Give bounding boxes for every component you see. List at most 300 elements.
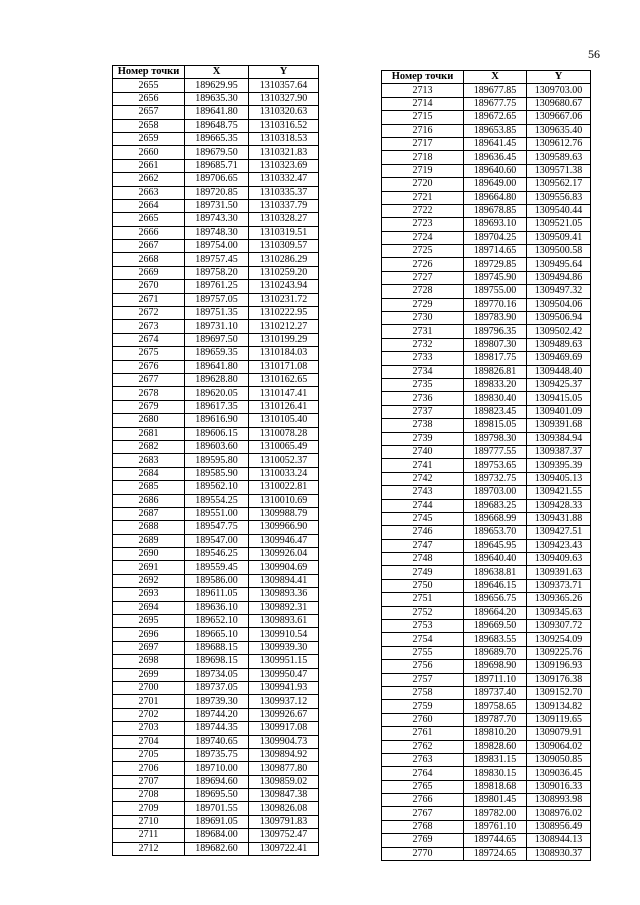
cell-x: 189665.35 <box>185 132 249 145</box>
cell-y: 1309892.31 <box>249 601 319 614</box>
cell-y: 1310328.27 <box>249 213 319 226</box>
table-row <box>113 815 319 828</box>
cell-y: 1309946.47 <box>249 534 319 547</box>
cell-point-number: 2678 <box>113 387 185 400</box>
cell-y: 1309469.69 <box>527 352 591 365</box>
cell-y: 1309036.45 <box>527 767 591 780</box>
cell-point-number: 2733 <box>382 352 464 365</box>
cell-point-number: 2757 <box>382 673 464 686</box>
table-row <box>113 333 319 346</box>
cell-y: 1309196.93 <box>527 660 591 673</box>
cell-y: 1308944.13 <box>527 834 591 847</box>
cell-y: 1309752.47 <box>249 829 319 842</box>
cell-y: 1309893.36 <box>249 588 319 601</box>
cell-y: 1310065.49 <box>249 440 319 453</box>
table-row <box>113 708 319 721</box>
cell-y: 1309495.64 <box>527 258 591 271</box>
cell-y: 1310309.57 <box>249 240 319 253</box>
cell-x: 189744.20 <box>185 708 249 721</box>
cell-y: 1309504.06 <box>527 298 591 311</box>
cell-y: 1309391.68 <box>527 419 591 432</box>
table-row <box>382 579 591 592</box>
cell-point-number: 2765 <box>382 780 464 793</box>
column-header-point-number: Номер точки <box>113 66 185 79</box>
table-row <box>382 285 591 298</box>
cell-point-number: 2681 <box>113 427 185 440</box>
cell-x: 189830.40 <box>464 392 527 405</box>
cell-y: 1309409.63 <box>527 553 591 566</box>
cell-point-number: 2731 <box>382 325 464 338</box>
cell-x: 189689.70 <box>464 646 527 659</box>
cell-y: 1309134.82 <box>527 700 591 713</box>
table-row <box>113 588 319 601</box>
cell-x: 189688.15 <box>185 641 249 654</box>
cell-point-number: 2768 <box>382 820 464 833</box>
coordinates-table-right <box>381 70 591 861</box>
cell-point-number: 2739 <box>382 432 464 445</box>
cell-y: 1309506.94 <box>527 312 591 325</box>
table-row <box>382 432 591 445</box>
cell-y: 1309016.33 <box>527 780 591 793</box>
cell-x: 189697.50 <box>185 333 249 346</box>
table-row <box>113 213 319 226</box>
cell-point-number: 2754 <box>382 633 464 646</box>
cell-y: 1309893.61 <box>249 615 319 628</box>
table-row <box>382 231 591 244</box>
cell-x: 189683.25 <box>464 499 527 512</box>
table-row <box>113 829 319 842</box>
table-row <box>113 240 319 253</box>
cell-y: 1310022.81 <box>249 481 319 494</box>
cell-x: 189782.00 <box>464 807 527 820</box>
table-header-row <box>382 71 591 84</box>
cell-point-number: 2740 <box>382 445 464 458</box>
cell-y: 1310318.53 <box>249 132 319 145</box>
cell-x: 189734.05 <box>185 668 249 681</box>
cell-point-number: 2666 <box>113 226 185 239</box>
cell-y: 1309431.88 <box>527 512 591 525</box>
cell-point-number: 2735 <box>382 378 464 391</box>
cell-x: 189823.45 <box>464 405 527 418</box>
cell-point-number: 2747 <box>382 539 464 552</box>
cell-y: 1309345.63 <box>527 606 591 619</box>
cell-x: 189547.00 <box>185 534 249 547</box>
cell-x: 189695.50 <box>185 789 249 802</box>
table-row <box>382 325 591 338</box>
cell-y: 1309826.08 <box>249 802 319 815</box>
cell-y: 1310199.29 <box>249 333 319 346</box>
table-row <box>113 373 319 386</box>
cell-y: 1310162.65 <box>249 373 319 386</box>
table-row <box>113 440 319 453</box>
table-row <box>382 151 591 164</box>
cell-x: 189595.80 <box>185 454 249 467</box>
column-header-point-number: Номер точки <box>382 71 464 84</box>
cell-x: 189748.30 <box>185 226 249 239</box>
cell-y: 1309562.17 <box>527 178 591 191</box>
cell-point-number: 2737 <box>382 405 464 418</box>
cell-point-number: 2691 <box>113 561 185 574</box>
cell-x: 189646.15 <box>464 579 527 592</box>
cell-y: 1309425.37 <box>527 378 591 391</box>
cell-x: 189770.16 <box>464 298 527 311</box>
cell-x: 189640.60 <box>464 164 527 177</box>
cell-y: 1309405.13 <box>527 472 591 485</box>
cell-y: 1309225.76 <box>527 646 591 659</box>
cell-x: 189683.55 <box>464 633 527 646</box>
cell-y: 1309894.41 <box>249 574 319 587</box>
table-row <box>382 365 591 378</box>
cell-x: 189551.00 <box>185 507 249 520</box>
cell-y: 1308976.02 <box>527 807 591 820</box>
table-row <box>113 494 319 507</box>
cell-point-number: 2759 <box>382 700 464 713</box>
cell-y: 1309917.08 <box>249 722 319 735</box>
cell-x: 189720.85 <box>185 186 249 199</box>
table-row <box>113 347 319 360</box>
cell-point-number: 2704 <box>113 735 185 748</box>
table-row <box>382 620 591 633</box>
cell-y: 1309791.83 <box>249 815 319 828</box>
cell-point-number: 2660 <box>113 146 185 159</box>
table-row <box>113 789 319 802</box>
cell-x: 189653.70 <box>464 526 527 539</box>
cell-point-number: 2662 <box>113 173 185 186</box>
cell-y: 1309395.39 <box>527 459 591 472</box>
cell-x: 189787.70 <box>464 713 527 726</box>
table-row <box>382 245 591 258</box>
cell-x: 189585.90 <box>185 467 249 480</box>
cell-y: 1309509.41 <box>527 231 591 244</box>
table-row <box>382 124 591 137</box>
cell-y: 1310319.51 <box>249 226 319 239</box>
cell-point-number: 2738 <box>382 419 464 432</box>
cell-point-number: 2744 <box>382 499 464 512</box>
cell-x: 189664.20 <box>464 606 527 619</box>
cell-x: 189636.45 <box>464 151 527 164</box>
table-header-row <box>113 66 319 79</box>
cell-x: 189679.50 <box>185 146 249 159</box>
cell-y: 1309387.37 <box>527 445 591 458</box>
cell-point-number: 2762 <box>382 740 464 753</box>
cell-y: 1309703.00 <box>527 84 591 97</box>
cell-point-number: 2670 <box>113 280 185 293</box>
cell-x: 189745.90 <box>464 271 527 284</box>
table-row <box>113 132 319 145</box>
cell-point-number: 2675 <box>113 347 185 360</box>
cell-point-number: 2694 <box>113 601 185 614</box>
cell-y: 1309119.65 <box>527 713 591 726</box>
cell-y: 1310231.72 <box>249 293 319 306</box>
cell-y: 1309847.38 <box>249 789 319 802</box>
cell-x: 189731.10 <box>185 320 249 333</box>
cell-point-number: 2760 <box>382 713 464 726</box>
cell-y: 1309079.91 <box>527 727 591 740</box>
cell-point-number: 2719 <box>382 164 464 177</box>
table-row <box>382 271 591 284</box>
cell-y: 1309152.70 <box>527 686 591 699</box>
table-row <box>113 762 319 775</box>
cell-y: 1310010.69 <box>249 494 319 507</box>
table-row <box>113 79 319 92</box>
table-row <box>113 253 319 266</box>
cell-x: 189753.65 <box>464 459 527 472</box>
table-row <box>113 454 319 467</box>
cell-x: 189685.71 <box>185 159 249 172</box>
cell-point-number: 2707 <box>113 775 185 788</box>
table-row <box>382 686 591 699</box>
table-row <box>382 445 591 458</box>
table-row <box>382 646 591 659</box>
cell-y: 1309428.33 <box>527 499 591 512</box>
cell-y: 1310171.08 <box>249 360 319 373</box>
cell-point-number: 2674 <box>113 333 185 346</box>
column-header-y: Y <box>249 66 319 79</box>
cell-x: 189761.10 <box>464 820 527 833</box>
cell-x: 189611.05 <box>185 588 249 601</box>
cell-y: 1309926.04 <box>249 548 319 561</box>
cell-x: 189677.85 <box>464 84 527 97</box>
table-row <box>382 673 591 686</box>
cell-x: 189739.30 <box>185 695 249 708</box>
table-row <box>382 834 591 847</box>
cell-point-number: 2748 <box>382 553 464 566</box>
cell-point-number: 2668 <box>113 253 185 266</box>
table-row <box>113 427 319 440</box>
cell-y: 1309941.93 <box>249 681 319 694</box>
cell-y: 1309423.43 <box>527 539 591 552</box>
table-row <box>382 753 591 766</box>
table-row <box>113 414 319 427</box>
cell-point-number: 2710 <box>113 815 185 828</box>
cell-x: 189751.35 <box>185 307 249 320</box>
table-row <box>113 186 319 199</box>
cell-point-number: 2734 <box>382 365 464 378</box>
table-row <box>382 566 591 579</box>
cell-y: 1310184.03 <box>249 347 319 360</box>
cell-x: 189629.95 <box>185 79 249 92</box>
cell-point-number: 2702 <box>113 708 185 721</box>
cell-x: 189724.65 <box>464 847 527 860</box>
cell-x: 189694.60 <box>185 775 249 788</box>
cell-point-number: 2661 <box>113 159 185 172</box>
table-row <box>382 84 591 97</box>
table-row <box>113 507 319 520</box>
table-row <box>382 633 591 646</box>
table-row <box>382 553 591 566</box>
cell-y: 1309448.40 <box>527 365 591 378</box>
cell-point-number: 2764 <box>382 767 464 780</box>
table-row <box>113 561 319 574</box>
table-row <box>113 119 319 132</box>
cell-y: 1309064.02 <box>527 740 591 753</box>
cell-x: 189606.15 <box>185 427 249 440</box>
cell-x: 189818.68 <box>464 780 527 793</box>
cell-point-number: 2686 <box>113 494 185 507</box>
table-row <box>113 146 319 159</box>
cell-y: 1310212.27 <box>249 320 319 333</box>
cell-point-number: 2756 <box>382 660 464 673</box>
cell-point-number: 2715 <box>382 111 464 124</box>
table-row <box>382 820 591 833</box>
cell-point-number: 2726 <box>382 258 464 271</box>
cell-point-number: 2664 <box>113 199 185 212</box>
table-row <box>113 615 319 628</box>
cell-x: 189649.00 <box>464 178 527 191</box>
cell-x: 189783.90 <box>464 312 527 325</box>
cell-y: 1309722.41 <box>249 842 319 855</box>
cell-x: 189761.25 <box>185 280 249 293</box>
cell-x: 189698.15 <box>185 655 249 668</box>
cell-point-number: 2685 <box>113 481 185 494</box>
table-row <box>113 722 319 735</box>
cell-x: 189755.00 <box>464 285 527 298</box>
cell-point-number: 2742 <box>382 472 464 485</box>
cell-point-number: 2752 <box>382 606 464 619</box>
cell-point-number: 2680 <box>113 414 185 427</box>
cell-x: 189831.15 <box>464 753 527 766</box>
table-row <box>382 164 591 177</box>
cell-x: 189758.65 <box>464 700 527 713</box>
cell-x: 189796.35 <box>464 325 527 338</box>
cell-y: 1310357.64 <box>249 79 319 92</box>
table-row <box>382 191 591 204</box>
cell-x: 189743.30 <box>185 213 249 226</box>
cell-point-number: 2755 <box>382 646 464 659</box>
table-row <box>113 266 319 279</box>
cell-y: 1309254.09 <box>527 633 591 646</box>
cell-point-number: 2741 <box>382 459 464 472</box>
cell-x: 189703.00 <box>464 486 527 499</box>
cell-y: 1309384.94 <box>527 432 591 445</box>
cell-y: 1308956.49 <box>527 820 591 833</box>
table-row <box>382 178 591 191</box>
cell-x: 189616.90 <box>185 414 249 427</box>
cell-x: 189659.35 <box>185 347 249 360</box>
cell-x: 189701.55 <box>185 802 249 815</box>
cell-x: 189693.10 <box>464 218 527 231</box>
cell-x: 189737.05 <box>185 681 249 694</box>
table-row <box>113 655 319 668</box>
cell-x: 189828.60 <box>464 740 527 753</box>
cell-y: 1309939.30 <box>249 641 319 654</box>
cell-y: 1309589.63 <box>527 151 591 164</box>
cell-x: 189678.85 <box>464 204 527 217</box>
cell-point-number: 2732 <box>382 338 464 351</box>
cell-x: 189826.81 <box>464 365 527 378</box>
cell-point-number: 2763 <box>382 753 464 766</box>
cell-x: 189669.50 <box>464 620 527 633</box>
table-row <box>113 199 319 212</box>
cell-point-number: 2720 <box>382 178 464 191</box>
cell-y: 1310321.83 <box>249 146 319 159</box>
table-row <box>382 499 591 512</box>
table-row <box>382 338 591 351</box>
cell-point-number: 2658 <box>113 119 185 132</box>
cell-point-number: 2724 <box>382 231 464 244</box>
cell-point-number: 2667 <box>113 240 185 253</box>
table-row <box>382 111 591 124</box>
cell-y: 1309401.09 <box>527 405 591 418</box>
cell-point-number: 2753 <box>382 620 464 633</box>
table-row <box>113 106 319 119</box>
cell-y: 1310147.41 <box>249 387 319 400</box>
cell-x: 189737.40 <box>464 686 527 699</box>
cell-point-number: 2711 <box>113 829 185 842</box>
cell-x: 189810.20 <box>464 727 527 740</box>
cell-y: 1309556.83 <box>527 191 591 204</box>
cell-x: 189586.00 <box>185 574 249 587</box>
cell-point-number: 2700 <box>113 681 185 694</box>
cell-point-number: 2659 <box>113 132 185 145</box>
cell-x: 189617.35 <box>185 400 249 413</box>
cell-y: 1310052.37 <box>249 454 319 467</box>
cell-y: 1310327.90 <box>249 92 319 105</box>
cell-y: 1309635.40 <box>527 124 591 137</box>
cell-x: 189640.40 <box>464 553 527 566</box>
cell-y: 1309307.72 <box>527 620 591 633</box>
cell-point-number: 2717 <box>382 137 464 150</box>
table-row <box>382 740 591 753</box>
cell-x: 189757.05 <box>185 293 249 306</box>
cell-point-number: 2716 <box>382 124 464 137</box>
cell-x: 189704.25 <box>464 231 527 244</box>
table-row <box>113 173 319 186</box>
cell-y: 1310286.29 <box>249 253 319 266</box>
table-row <box>113 307 319 320</box>
cell-point-number: 2684 <box>113 467 185 480</box>
cell-point-number: 2677 <box>113 373 185 386</box>
cell-y: 1309612.76 <box>527 137 591 150</box>
cell-point-number: 2729 <box>382 298 464 311</box>
cell-y: 1309365.26 <box>527 593 591 606</box>
cell-y: 1309500.58 <box>527 245 591 258</box>
cell-x: 189668.99 <box>464 512 527 525</box>
cell-y: 1309427.51 <box>527 526 591 539</box>
cell-y: 1309937.12 <box>249 695 319 708</box>
cell-y: 1308930.37 <box>527 847 591 860</box>
cell-y: 1309904.73 <box>249 735 319 748</box>
cell-y: 1309950.47 <box>249 668 319 681</box>
cell-point-number: 2766 <box>382 794 464 807</box>
cell-x: 189777.55 <box>464 445 527 458</box>
cell-point-number: 2679 <box>113 400 185 413</box>
cell-point-number: 2669 <box>113 266 185 279</box>
cell-y: 1309926.67 <box>249 708 319 721</box>
table-row <box>382 512 591 525</box>
cell-x: 189648.75 <box>185 119 249 132</box>
cell-y: 1309494.86 <box>527 271 591 284</box>
cell-y: 1309910.54 <box>249 628 319 641</box>
table-row <box>113 400 319 413</box>
cell-x: 189677.75 <box>464 97 527 110</box>
cell-point-number: 2749 <box>382 566 464 579</box>
cell-y: 1309540.44 <box>527 204 591 217</box>
cell-point-number: 2761 <box>382 727 464 740</box>
cell-y: 1309894.92 <box>249 748 319 761</box>
cell-x: 189635.30 <box>185 92 249 105</box>
cell-point-number: 2728 <box>382 285 464 298</box>
table-row <box>113 574 319 587</box>
table-row <box>113 159 319 172</box>
table-row <box>382 486 591 499</box>
cell-y: 1309415.05 <box>527 392 591 405</box>
cell-x: 189735.75 <box>185 748 249 761</box>
cell-y: 1309521.05 <box>527 218 591 231</box>
cell-y: 1310105.40 <box>249 414 319 427</box>
table-row <box>113 802 319 815</box>
cell-y: 1310243.94 <box>249 280 319 293</box>
